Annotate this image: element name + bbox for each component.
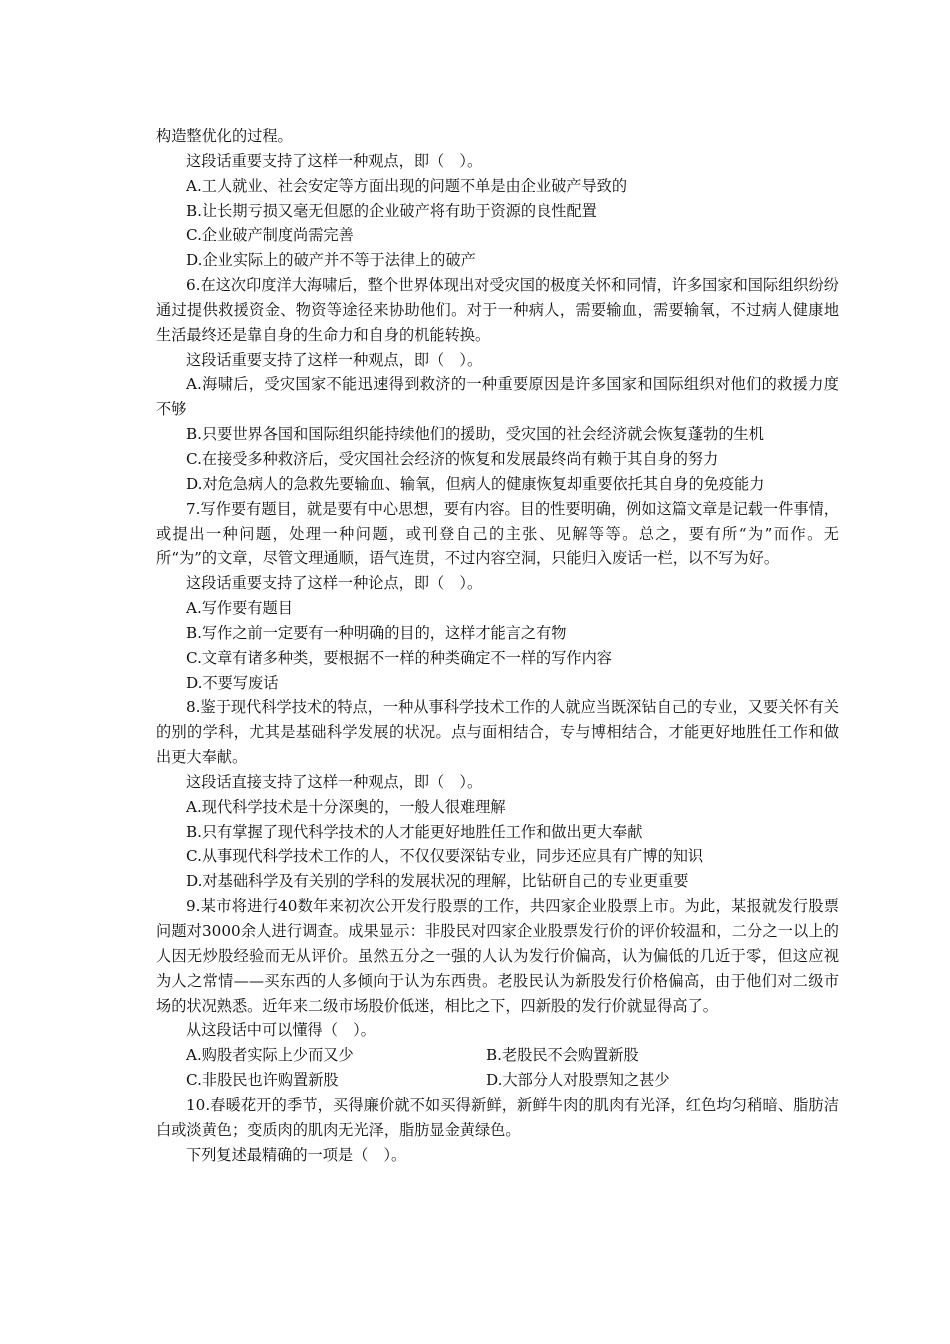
option-a: A.写作要有题目 xyxy=(186,599,293,618)
question-6-passage: 6.在这次印度洋大海啸后，整个世界体现出对受灾国的极度关怀和同情，许多国家和国际组织纷纷通过提供救援资金、物资等途径来协助他们。对于一种病人，需要输血，需要输氧，不过病人健康地生活最终还是靠自身的生命力和自身的机能转换。 xyxy=(156,276,839,344)
option-a: A.海啸后，受灾国家不能迅速得到救济的一种重要原因是许多国家和国际组织对他们的救援力度不够 xyxy=(156,375,839,419)
option-c: C.企业破产制度尚需完善 xyxy=(186,226,354,245)
option-d: D.对基础科学及有关别的学科的发展状况的理解，比钻研自己的专业更重要 xyxy=(186,872,689,891)
option-c: C.文章有诸多种类，要根据不一样的种类确定不一样的写作内容 xyxy=(186,648,612,667)
option-b: B.只有掌握了现代科学技术的人才能更好地胜任工作和做出更大奉献 xyxy=(186,822,643,841)
option-a: A.购股者实际上少而又少 xyxy=(186,1046,354,1065)
question-8-passage: 8.鉴于现代科学技术的特点，一种从事科学技术工作的人就应当既深钻自己的专业，又要关怀有关的别的学科，尤其是基础科学发展的状况。点与面相结合，专与博相结合，才能更好地胜任工作和做出更大奉献。 xyxy=(156,698,839,767)
option-b: B.让长期亏损又毫无但愿的企业破产将有助于资源的良性配置 xyxy=(186,201,597,220)
option-d: D.不要写废话 xyxy=(186,673,279,692)
question-10-passage: 10.春暖花开的季节，买得廉价就不如买得新鲜，新鲜牛肉的肌肉有光泽，红色均匀稍暗、脂肪洁白或淡黄色；变质肉的肌肉无光泽，脂肪显金黄绿色。 xyxy=(156,1095,839,1139)
option-b: B.写作之前一定要有一种明确的目的，这样才能言之有物 xyxy=(186,623,567,642)
question-stem: 这段话重要支持了这样一种论点，即（ ）。 xyxy=(186,574,483,593)
question-stem: 这段话重要支持了这样一种观点，即（ ）。 xyxy=(186,151,483,170)
option-c: C.从事现代科学技术工作的人，不仅仅要深钻专业，同步还应具有广博的知识 xyxy=(186,847,704,866)
question-7-passage: 7.写作要有题目，就是要有中心思想，要有内容。目的性要明确，例如这篇文章是记载一件事情，或提出一种问题，处理一种问题，或刊登自己的主张、见解等等。总之，要有所“为”而作。无所“为”的文章，尽管文理通顺，语气连贯，不过内容空洞，只能归入废话一栏，以不写为好。 xyxy=(156,499,839,568)
option-c: C.在接受多种救济后，受灾国社会经济的恢复和发展最终尚有赖于其自身的努力 xyxy=(186,449,719,468)
option-c: C.非股民也许购置新股 xyxy=(186,1071,339,1090)
option-d: D.大部分人对股票知之甚少 xyxy=(486,1071,670,1090)
option-a: A.现代科学技术是十分深奥的，一般人很难理解 xyxy=(186,797,506,816)
option-d: D.对危急病人的急救先要输血、输氧，但病人的健康恢复却重要依托其自身的免疫能力 xyxy=(186,474,765,493)
option-a: A.工人就业、社会安定等方面出现的问题不单是由企业破产导致的 xyxy=(186,176,628,195)
question-stem: 这段话重要支持了这样一种观点，即（ ）。 xyxy=(186,350,483,369)
option-b: B.老股民不会购置新股 xyxy=(486,1046,639,1065)
question-stem: 从这段话中可以懂得（ ）。 xyxy=(186,1021,376,1040)
question-stem: 这段话直接支持了这样一种观点，即（ ）。 xyxy=(186,772,483,791)
question-stem: 下列复述最精确的一项是（ ）。 xyxy=(186,1145,407,1164)
option-row xyxy=(156,1043,839,1068)
paragraph: 构造整优化的过程。 xyxy=(156,127,293,145)
option-row xyxy=(156,1068,839,1093)
option-d: D.企业实际上的破产并不等于法律上的破产 xyxy=(186,251,476,270)
document-page xyxy=(156,124,839,1167)
question-9-passage: 9.某市将进行40数年来初次公开发行股票的工作，共四家企业股票上市。为此，某报就发行股票问题对3000余人进行调查。成果显示：非股民对四家企业股票发行价的评价较温和，二分之一以上的人因无炒股经验而无从评价。虽然五分之一强的人认为发行价偏高，认为偏低的几近于零，但这应视为人之常情——买东西的人多倾向于认为东西贵。老股民认为新股发行价格偏高，由于他们对二级市场的状况熟悉。近年来二级市场股价低迷，相比之下，四新股的发行价就显得高了。 xyxy=(156,897,839,1015)
option-b: B.只要世界各国和国际组织能持续他们的援助，受灾国的社会经济就会恢复蓬勃的生机 xyxy=(186,425,764,444)
